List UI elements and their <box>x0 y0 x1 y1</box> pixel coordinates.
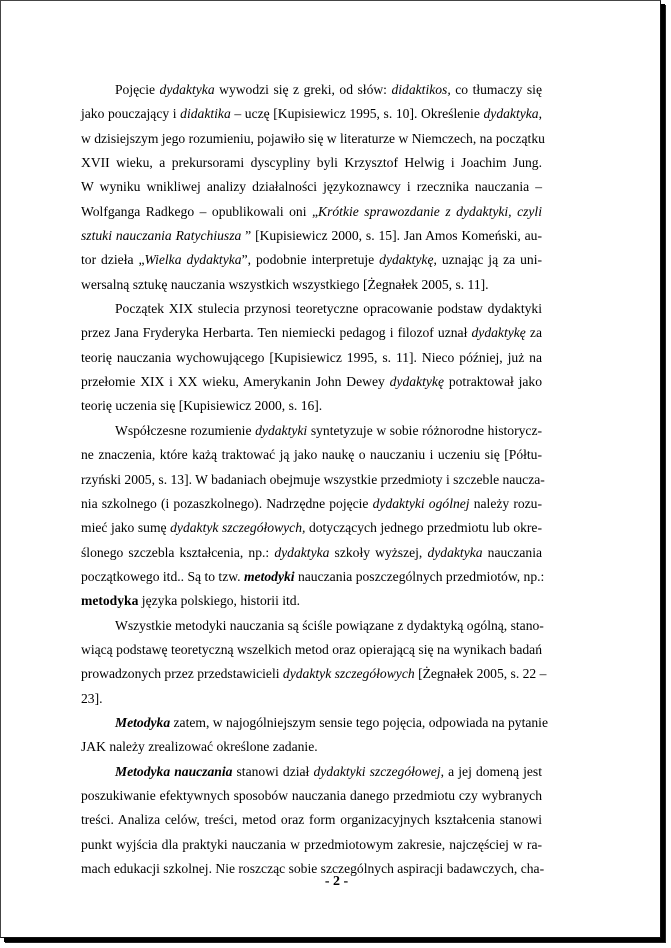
text-line <box>81 808 542 832</box>
italic-term: dydaktykę <box>389 374 444 390</box>
text-run: 23]. <box>81 690 103 706</box>
text-run: ne znaczenia, które każą traktować ją jako naukę o nauczaniu i uczeniu się [Półtu- <box>81 447 542 463</box>
text-line <box>81 273 542 297</box>
text-line <box>81 687 542 711</box>
text-run: potraktował jako <box>443 374 542 390</box>
text-line <box>81 614 542 638</box>
bold-term: Metodyka nauczania <box>115 763 233 779</box>
text-run: należy rozu- <box>469 495 542 511</box>
page-number: - 2 - <box>324 874 349 889</box>
text-run: Współczesne rozumienie <box>115 422 256 438</box>
italic-term: dydaktykę <box>471 325 526 341</box>
text-line <box>81 468 545 492</box>
text-line <box>81 760 542 784</box>
paragraph <box>81 297 542 419</box>
text-line <box>81 346 542 370</box>
text-line <box>81 541 542 565</box>
italic-term: dydaktyka <box>274 544 330 560</box>
text-line <box>81 516 542 540</box>
text-line <box>81 394 542 418</box>
text-run: – uczę [Kupisiewicz 1995, s. 10]. Określenie <box>230 106 484 122</box>
text-run: wersalną sztukę nauczania wszystkich wszystkiego [Żegnałek 2005, s. 11]. <box>81 276 489 292</box>
text-run: mieć jako sumę <box>81 520 171 536</box>
text-line <box>81 297 542 321</box>
text-run: , uznając ją za uni- <box>433 252 542 268</box>
text-line <box>81 102 542 126</box>
text-run: ” [Kupisiewicz 2000, s. 15]. Jan Amos Komeński, au- <box>241 228 542 244</box>
text-line <box>81 370 542 394</box>
italic-term: sztuki nauczania Ratychiusza <box>81 228 242 244</box>
text-line <box>81 735 542 759</box>
text-line <box>81 443 542 467</box>
paragraph <box>81 78 545 297</box>
text-line <box>81 589 542 613</box>
bold-term: metodyka <box>81 593 139 609</box>
italic-term: didaktika <box>180 106 231 122</box>
text-run: jako pouczający i <box>81 106 181 122</box>
text-line <box>81 200 542 224</box>
text-run: szkoły wyższej, <box>329 544 428 560</box>
text-line <box>81 833 542 857</box>
italic-term: Wielka dydaktyka <box>144 252 242 268</box>
text-run: , <box>538 106 542 122</box>
text-run: [Żegnałek 2005, s. 22 – <box>414 666 547 682</box>
text-run: nauczania poszczególnych przedmiotów, np.: <box>294 568 545 584</box>
paragraph <box>81 614 547 711</box>
italic-term: dydaktyki <box>255 422 308 438</box>
text-run: nauczania <box>482 544 543 560</box>
text-run: prowadzonych przez przedstawicieli <box>81 666 283 682</box>
italic-term: dydaktyka <box>159 82 215 97</box>
text-run: za <box>525 325 542 341</box>
text-line <box>81 248 542 272</box>
text-run: poszukiwanie efektywnych sposobów nauczania danego przedmiotu czy wybranych <box>81 787 542 803</box>
paragraph <box>81 760 545 882</box>
text-run: Wolfganga Radkego – opublikowali oni „ <box>81 203 319 219</box>
text-run: rzyński 2005, s. 13]. W badaniach obejmuje wszystkie przedmioty i szczeble naucza- <box>81 471 545 487</box>
text-run: początkowego itd.. Są to tzw. <box>81 568 244 584</box>
text-run: przełomie XIX i XX wieku, Amerykanin John Dewey <box>81 374 390 390</box>
text-run: teorię nauczania wychowującego [Kupisiewicz 1995, s. 11]. Nieco później, już na <box>81 349 542 365</box>
text-run: nia szkolnego (i pozaszkolnego). Nadrzędne pojęcie <box>81 495 373 511</box>
text-run: punkt wyjścia dla praktyki nauczania w przedmiotowym zakresie, najczęściej w ra- <box>81 836 542 852</box>
italic-term: didaktikos, <box>391 82 451 97</box>
paragraph <box>81 711 548 760</box>
text-run: co tłumaczy się <box>450 82 542 97</box>
text-run: Wszystkie metodyki nauczania są ściśle powiązane z dydaktyką ogólną, stano- <box>115 617 544 633</box>
text-run: przez Jana Fryderyka Herbarta. Ten niemiecki pedagog i filozof uznał <box>81 325 472 341</box>
text-line <box>81 784 542 808</box>
italic-term: dydaktyki szczegółowej <box>313 763 441 779</box>
text-run: zatem, w najogólniejszym sensie tego pojęcia, odpowiada na pytanie <box>170 714 548 730</box>
text-run: wywodzi się z greki, od słów: <box>214 82 392 97</box>
text-run: Początek XIX stulecia przynosi teoretyczne opracowanie podstaw dydaktyki <box>115 301 542 317</box>
italic-term: dydaktyk szczegółowych <box>282 666 415 682</box>
text-run: W wyniku wnikliwej analizy działalności językoznawcy i rzecznika nauczania – <box>81 179 542 195</box>
italic-term: Krótkie sprawozdanie z dydaktyki, czyli <box>318 203 542 219</box>
text-run: języka polskiego, historii itd. <box>138 593 300 609</box>
bold-term: Metodyka <box>115 714 171 730</box>
text-run: treści. Analiza celów, treści, metod oraz form organizacyjnych kształcenia stanowi <box>81 812 542 828</box>
italic-term: dydaktyki ogólnej <box>372 495 470 511</box>
text-line <box>81 151 542 175</box>
text-line <box>81 175 542 199</box>
text-run: w dzisiejszym jego rozumieniu, pojawiło się w literaturze w Niemczech, na początku <box>81 130 545 146</box>
italic-term: dydaktykę <box>379 252 434 268</box>
text-run: wiącą podstawę teoretyczną wszelkich metod oraz opierającą się na wynikach badań <box>81 641 542 657</box>
text-run: teorię uczenia się [Kupisiewicz 2000, s. 16]. <box>81 398 323 414</box>
text-run: JAK należy zrealizować określone zadanie. <box>81 739 318 755</box>
text-line <box>81 711 548 735</box>
text-line <box>81 419 542 443</box>
text-run: ”, podobnie interpretuje <box>241 252 380 268</box>
text-run: dotyczących jednego przedmiotu lub okre- <box>305 520 542 536</box>
text-line <box>81 78 542 102</box>
text-line <box>81 492 542 516</box>
italic-term: dydaktyka <box>427 544 483 560</box>
text-line <box>81 638 542 662</box>
italic-term: dydaktyka <box>483 106 539 122</box>
text-line <box>81 127 545 151</box>
italic-term: dydaktyk szczegółowych, <box>170 520 306 536</box>
text-run: stanowi dział <box>232 763 314 779</box>
text-line <box>81 321 542 345</box>
text-run: Pojęcie <box>115 82 160 97</box>
paragraph <box>81 419 545 614</box>
text-run: mach edukacji szkolnej. Nie roszcząc sobie szczególnych aspiracji badawczych, cha- <box>81 861 545 876</box>
text-run: syntetyzuje w sobie różnorodne historycz- <box>307 422 542 438</box>
text-line <box>81 662 547 686</box>
bold-term: metodyki <box>243 568 295 584</box>
text-run: ślonego szczebla kształcenia, np.: <box>81 544 275 560</box>
text-run: tor dzieła „ <box>81 252 145 268</box>
text-line <box>81 565 545 589</box>
document-body <box>81 78 548 881</box>
text-run: XVII wieku, a prekursorami dyscypliny byli Krzysztof Helwig i Joachim Jung. <box>81 155 542 171</box>
text-run: , a jej domeną jest <box>440 763 542 779</box>
text-line <box>81 224 542 248</box>
